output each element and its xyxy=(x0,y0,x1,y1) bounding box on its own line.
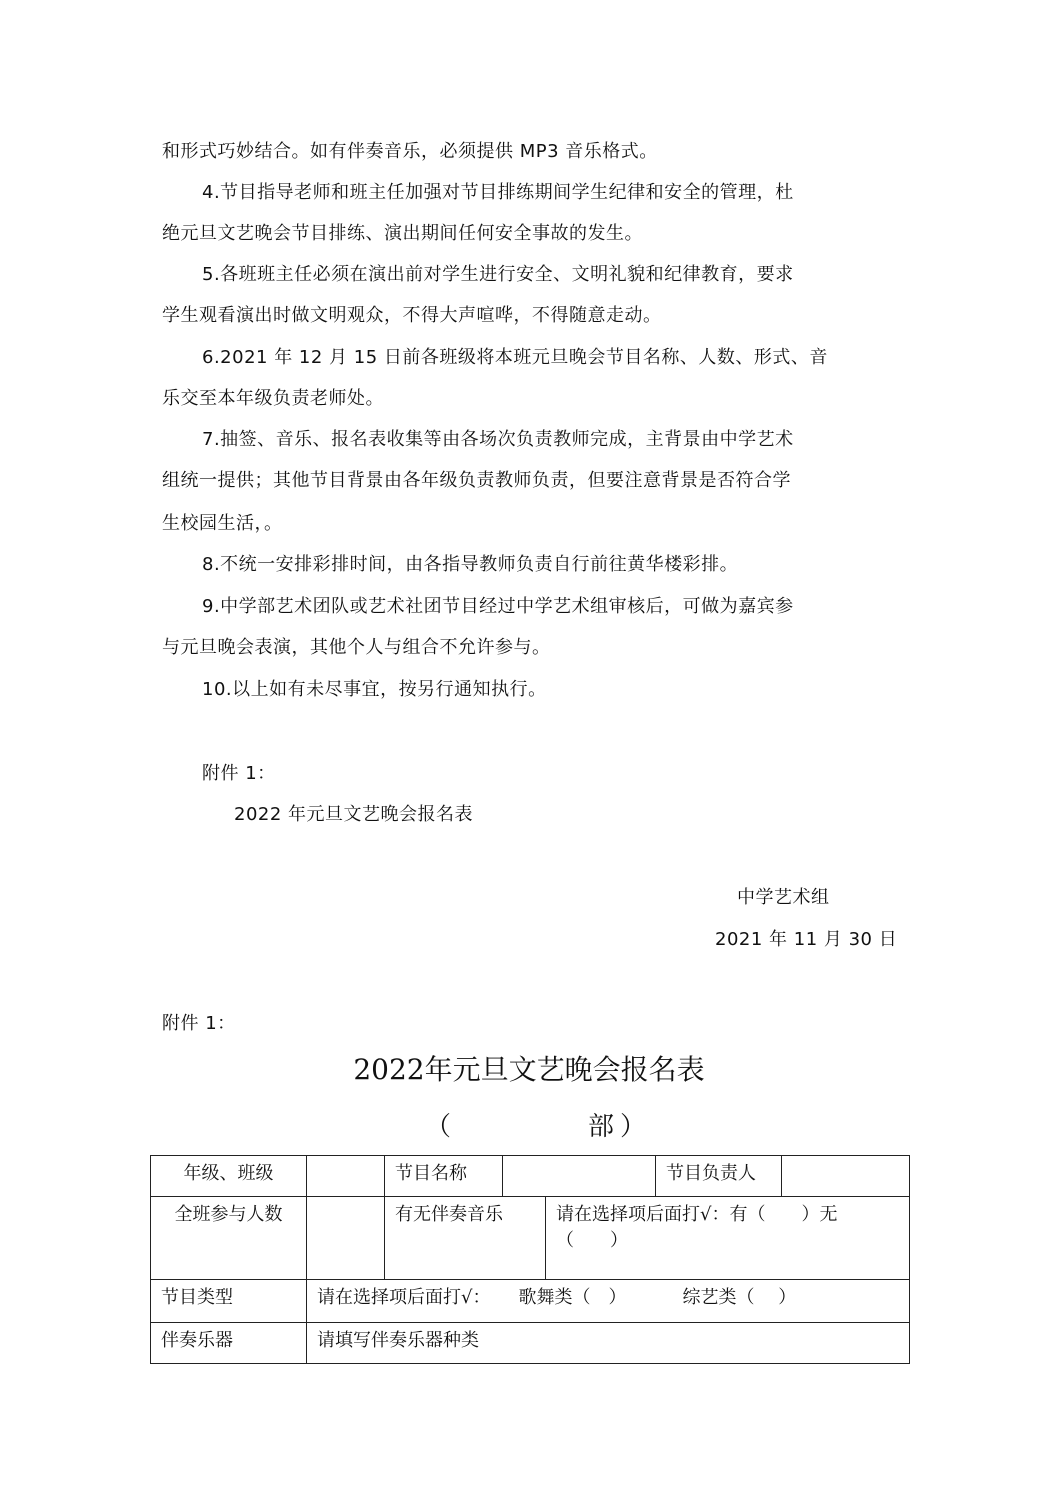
form-subtitle-close: ） xyxy=(620,1112,647,1142)
form-title-text: 年元旦文艺晚会报名表 xyxy=(424,1053,705,1086)
participants-field[interactable] xyxy=(307,1197,385,1280)
body-line-4: 5.各班班主任必须在演出前对学生进行安全、文明礼貌和纪律教育，要求 xyxy=(202,264,794,285)
program-type-option-variety[interactable]: 综艺类（ ） xyxy=(682,1287,797,1308)
body-line-13: 与元旦晚会表演，其他个人与组合不允许参与。 xyxy=(162,637,551,658)
body-line-12: 9.中学部艺术团队或艺术社团节目经过中学艺术组审核后，可做为嘉宾参 xyxy=(202,596,794,617)
form-title-year: 2022 xyxy=(353,1053,425,1086)
form-title xyxy=(0,1052,1058,1088)
grade-class-field[interactable] xyxy=(307,1156,385,1197)
table-row xyxy=(151,1280,910,1323)
accompaniment-choice-field[interactable]: 请在选择项后面打√：有（ ）无（ ） xyxy=(546,1197,910,1280)
program-type-choice-field[interactable] xyxy=(307,1280,910,1323)
participants-label: 全班参与人数 xyxy=(151,1197,307,1280)
form-subtitle-open: （ xyxy=(425,1112,452,1142)
body-line-7: 乐交至本年级负责老师处。 xyxy=(162,388,384,409)
table-row xyxy=(151,1323,910,1364)
program-name-field[interactable] xyxy=(503,1156,656,1197)
table-row xyxy=(151,1156,910,1197)
body-line-8: 7.抽签、音乐、报名表收集等由各场次负责教师完成，主背景由中学艺术 xyxy=(202,429,794,450)
table-row xyxy=(151,1197,910,1280)
registration-form-table xyxy=(150,1155,910,1364)
program-type-label: 节目类型 xyxy=(151,1280,307,1323)
accompaniment-label: 有无伴奏音乐 xyxy=(385,1197,546,1280)
body-line-2: 4.节目指导老师和班主任加强对节目排练期间学生纪律和安全的管理，杜 xyxy=(202,182,794,203)
program-lead-label: 节目负责人 xyxy=(656,1156,782,1197)
body-line-14: 10.以上如有未尽事宜，按另行通知执行。 xyxy=(202,679,547,700)
attachment-label: 附件 1： xyxy=(202,763,276,784)
body-line-1: 和形式巧妙结合。如有伴奏音乐，必须提供 MP3 音乐格式。 xyxy=(162,141,658,162)
form-subtitle-dept: 部 xyxy=(588,1112,615,1142)
attachment-item: 2022 年元旦文艺晚会报名表 xyxy=(234,804,474,825)
program-lead-field[interactable] xyxy=(782,1156,910,1197)
grade-class-label: 年级、班级 xyxy=(151,1156,307,1197)
body-line-6: 6.2021 年 12 月 15 日前各班级将本班元旦晚会节目名称、人数、形式、音 xyxy=(202,347,828,368)
program-name-label: 节目名称 xyxy=(385,1156,503,1197)
instrument-label: 伴奏乐器 xyxy=(151,1323,307,1364)
body-line-5: 学生观看演出时做文明观众，不得大声喧哗，不得随意走动。 xyxy=(162,305,662,326)
body-line-10: 生校园生活，。 xyxy=(162,513,283,534)
signature-date: 2021 年 11 月 30 日 xyxy=(715,929,898,950)
signature-org: 中学艺术组 xyxy=(737,887,830,908)
instrument-field[interactable]: 请填写伴奏乐器种类 xyxy=(307,1323,910,1364)
program-type-prompt: 请在选择项后面打√： xyxy=(317,1287,491,1308)
body-line-9: 组统一提供；其他节目背景由各年级负责教师负责，但要注意背景是否符合学 xyxy=(162,470,791,491)
body-line-11: 8.不统一安排彩排时间，由各指导教师负责自行前往黄华楼彩排。 xyxy=(202,554,739,575)
attachment-label-2: 附件 1： xyxy=(162,1013,236,1034)
body-line-3: 绝元旦文艺晚会节目排练、演出期间任何安全事故的发生。 xyxy=(162,223,643,244)
program-type-option-song-dance[interactable]: 歌舞类（ ） xyxy=(518,1287,627,1308)
